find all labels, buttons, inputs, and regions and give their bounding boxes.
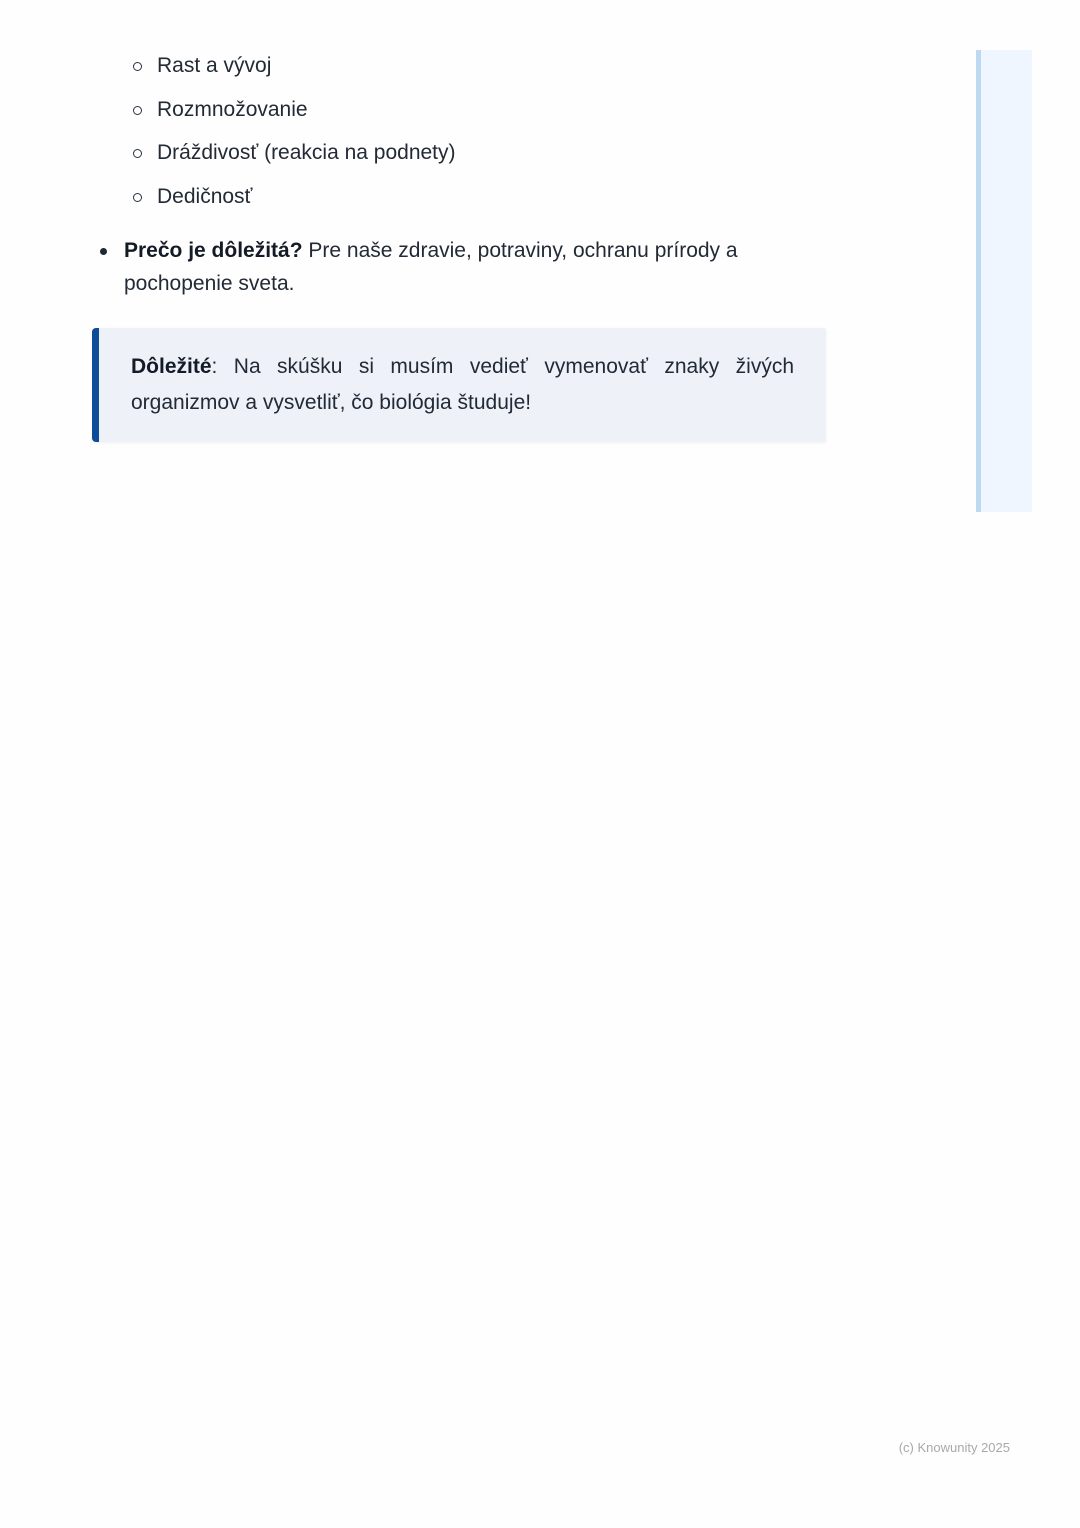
circle-bullet-icon <box>133 106 142 115</box>
main-list-item <box>92 234 792 300</box>
main-item-heading: Prečo je dôležitá? <box>124 239 303 262</box>
main-item-text: Pre naše zdravie, potraviny, ochranu prírody a pochopenie sveta. <box>124 239 738 295</box>
callout-text: : Na skúšku si musím vedieť vymenovať znaky živých organizmov a vysvetliť, čo biológia študuje! <box>131 355 794 414</box>
side-panel <box>976 50 1032 512</box>
footer-copyright: (c) Knowunity 2025 <box>898 1440 1010 1455</box>
circle-bullet-icon <box>133 62 142 71</box>
list-item <box>128 49 828 93</box>
circle-bullet-icon <box>133 193 142 202</box>
list-item-text: Dráždivosť (reakcia na podnety) <box>157 141 456 165</box>
disc-bullet-icon <box>100 248 107 255</box>
sub-list <box>128 49 828 223</box>
list-item <box>128 180 828 224</box>
list-item-text: Rast a vývoj <box>157 54 272 77</box>
list-item-text: Dedičnosť <box>157 184 253 208</box>
circle-bullet-icon <box>133 149 142 158</box>
list-item <box>128 136 828 180</box>
important-callout <box>92 328 826 442</box>
list-item-text: Rozmnožovanie <box>157 97 308 121</box>
callout-label: Dôležité <box>131 355 212 378</box>
callout-text-block <box>131 349 794 421</box>
list-item <box>128 93 828 137</box>
